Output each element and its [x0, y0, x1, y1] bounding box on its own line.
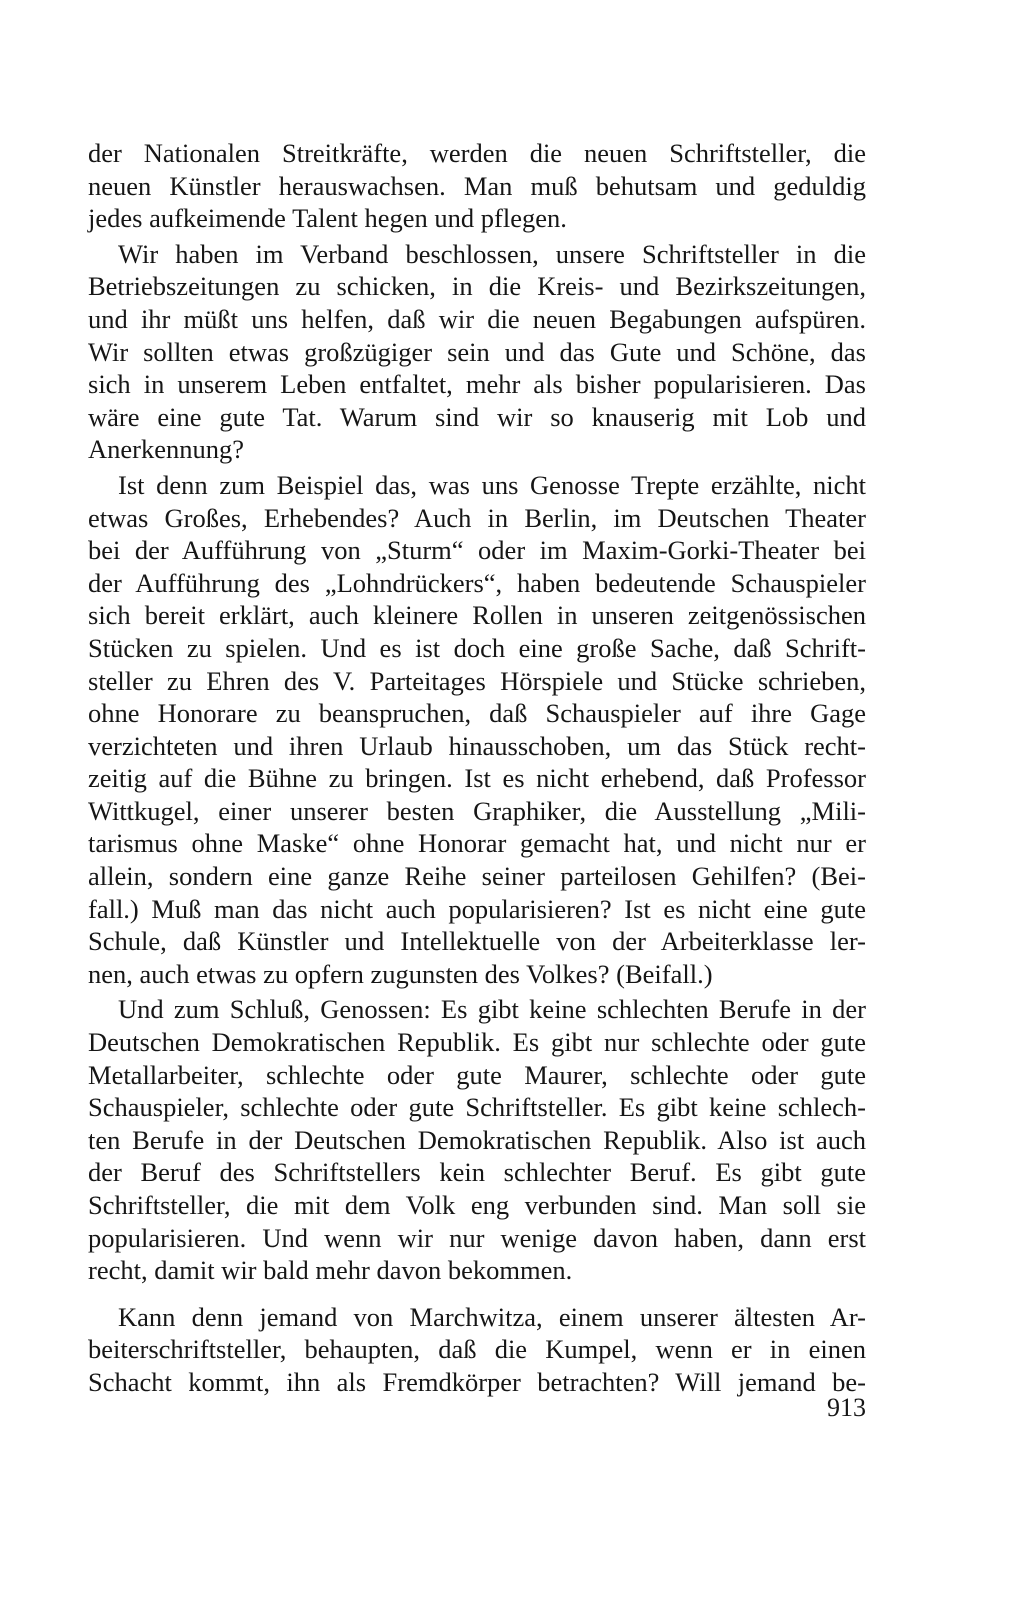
paragraph	[88, 137, 866, 235]
paragraph	[88, 1301, 866, 1399]
text-line: bei der Aufführung von „Sturm“ oder im Maxim-Gorki-Theater bei	[88, 535, 866, 566]
text-line: allein, sondern eine ganze Reihe seiner parteilosen Gehilfen? (Bei-	[88, 861, 866, 892]
text-line: Schacht kommt, ihn als Fremdkörper betrachten? Will jemand be-	[88, 1366, 866, 1397]
text-line: sich bereit erklärt, auch kleinere Rollen in unseren zeitgenössischen	[88, 600, 866, 631]
text-line: Kann denn jemand von Marchwitza, einem unserer ältesten Ar-	[118, 1301, 866, 1332]
text-line: der Nationalen Streitkräfte, werden die neuen Schriftsteller, die	[88, 138, 866, 168]
text-line: der Beruf des Schriftstellers kein schlechter Beruf. Es gibt gute	[88, 1157, 866, 1188]
text-line: ten Berufe in der Deutschen Demokratischen Republik. Also ist auch	[88, 1124, 866, 1155]
body-text	[88, 137, 866, 1399]
text-line: ohne Honorare zu beanspruchen, daß Schauspieler auf ihre Gage	[88, 698, 866, 729]
text-line: Anerkennung?	[88, 434, 244, 465]
text-line: der Aufführung des „Lohndrückers“, haben bedeutende Schauspieler	[88, 567, 866, 598]
text-line: sich in unserem Leben entfaltet, mehr als bisher popularisieren. Das	[88, 369, 866, 400]
paragraph	[88, 238, 866, 466]
text-line: neuen Künstler herauswachsen. Man muß behutsam und geduldig	[88, 170, 866, 201]
text-line: Wir haben im Verband beschlossen, unsere Schriftsteller in die	[118, 238, 866, 269]
text-line: Ist denn zum Beispiel das, was uns Genosse Trepte erzählte, nicht	[118, 469, 866, 500]
text-line: fall.) Muß man das nicht auch popularisieren? Ist es nicht eine gute	[88, 893, 866, 924]
text-line: etwas Großes, Erhebendes? Auch in Berlin, im Deutschen Theater	[88, 502, 866, 533]
text-line: und ihr müßt uns helfen, daß wir die neuen Begabungen aufspüren.	[88, 303, 866, 334]
paragraph	[88, 469, 866, 991]
text-line: jedes aufkeimende Talent hegen und pflegen.	[88, 203, 567, 234]
text-line: nen, auch etwas zu opfern zugunsten des Volkes? (Beifall.)	[88, 958, 713, 989]
text-line: wäre eine gute Tat. Warum sind wir so knauserig mit Lob und	[88, 401, 866, 432]
text-line: Metallarbeiter, schlechte oder gute Maurer, schlechte oder gute	[88, 1059, 866, 1090]
text-line: Schriftsteller, die mit dem Volk eng verbunden sind. Man soll sie	[88, 1190, 866, 1220]
text-line: Wittkugel, einer unserer besten Graphiker, die Ausstellung „Mili-	[88, 795, 866, 826]
paragraph	[88, 993, 866, 1286]
text-line: Stücken zu spielen. Und es ist doch eine große Sache, daß Schrift-	[88, 632, 866, 663]
page-number: 913	[827, 1393, 866, 1422]
text-line: Deutschen Demokratischen Republik. Es gibt nur schlechte oder gute	[88, 1027, 866, 1058]
text-line: Schauspieler, schlechte oder gute Schriftsteller. Es gibt keine schlech-	[88, 1092, 866, 1123]
text-line: Schule, daß Künstler und Intellektuelle von der Arbeiterklasse ler-	[88, 926, 866, 957]
text-line: Betriebszeitungen zu schicken, in die Kreis- und Bezirkszeitungen,	[88, 271, 866, 302]
text-line: Wir sollten etwas großzügiger sein und das Gute und Schöne, das	[88, 336, 866, 367]
text-line: beiterschriftsteller, behaupten, daß die Kumpel, wenn er in einen	[88, 1334, 866, 1365]
text-line: verzichteten und ihren Urlaub hinausschoben, um das Stück recht-	[88, 730, 866, 761]
text-line: tarismus ohne Maske“ ohne Honorar gemacht hat, und nicht nur er	[88, 828, 866, 859]
text-line: steller zu Ehren des V. Parteitages Hörspiele und Stücke schrieben,	[88, 665, 866, 696]
text-line: popularisieren. Und wenn wir nur wenige davon haben, dann erst	[88, 1222, 866, 1253]
text-line: recht, damit wir bald mehr davon bekommen.	[88, 1255, 573, 1286]
text-line: Und zum Schluß, Genossen: Es gibt keine schlechten Berufe in der	[118, 994, 866, 1025]
text-line: zeitig auf die Bühne zu bringen. Ist es nicht erhebend, daß Professor	[88, 763, 866, 794]
